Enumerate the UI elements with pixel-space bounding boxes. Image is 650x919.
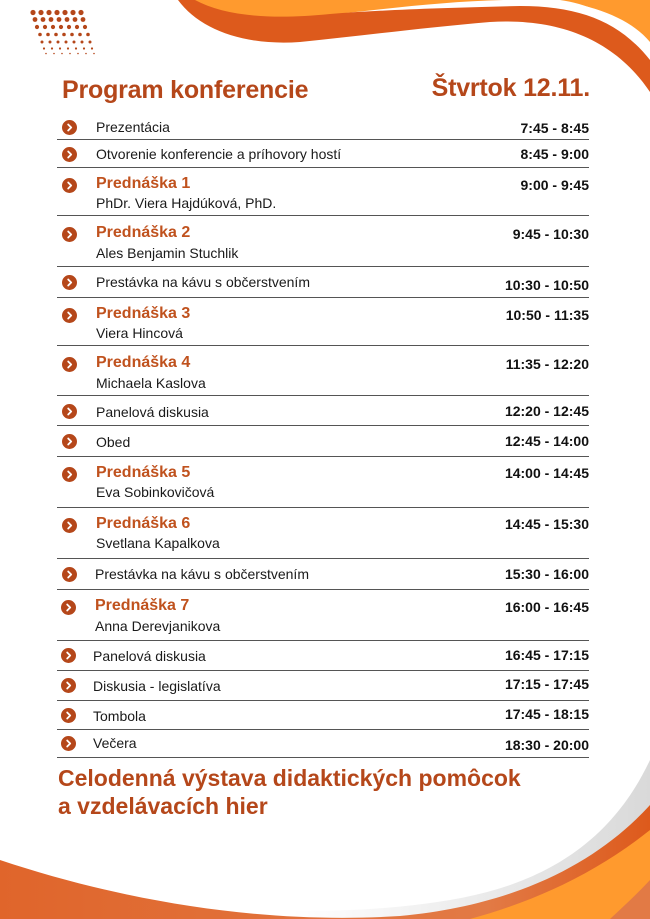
speaker-name: PhDr. Viera Hajdúková, PhD. [96, 195, 277, 211]
schedule-row-lecture [57, 590, 589, 641]
schedule-list [57, 114, 589, 758]
schedule-row [57, 140, 589, 168]
chevron-right-circle-icon [62, 147, 77, 162]
chevron-right-circle-icon [62, 308, 77, 323]
schedule-row [57, 267, 589, 298]
item-label: Prestávka na kávu s občerstvením [96, 274, 310, 290]
schedule-row-lecture [57, 346, 589, 396]
speaker-name: Anna Derevjanikova [95, 618, 221, 634]
chevron-right-circle-icon [62, 518, 77, 533]
chevron-right-circle-icon [62, 120, 77, 135]
chevron-right-circle-icon [61, 708, 76, 723]
date-heading: Štvrtok 12.11. [431, 74, 590, 102]
chevron-right-circle-icon [62, 404, 77, 419]
lecture-title: Prednáška 6 [96, 515, 191, 532]
chevron-right-circle-icon [62, 178, 77, 193]
chevron-right-circle-icon [62, 567, 77, 582]
chevron-right-circle-icon [62, 357, 77, 372]
chevron-right-circle-icon [62, 434, 77, 449]
item-time: 18:30 - 20:00 [504, 737, 589, 753]
schedule-row [57, 114, 589, 140]
chevron-right-circle-icon [62, 227, 77, 242]
item-label: Obed [96, 434, 131, 450]
schedule-row-lecture [57, 216, 589, 267]
chevron-right-circle-icon [61, 736, 76, 751]
item-label: Diskusia - legislatíva [93, 678, 221, 694]
schedule-row [57, 641, 589, 671]
lecture-title: Prednáška 1 [96, 175, 191, 192]
item-time: 12:20 - 12:45 [504, 403, 589, 419]
item-label: Panelová diskusia [96, 404, 209, 420]
schedule-row-lecture [57, 508, 589, 559]
schedule-row [57, 671, 589, 701]
item-time: 10:50 - 11:35 [505, 307, 589, 323]
schedule-row [57, 426, 589, 457]
schedule-row [57, 396, 589, 426]
item-time: 17:15 - 17:45 [504, 676, 589, 692]
chevron-right-circle-icon [61, 678, 76, 693]
item-label: Panelová diskusia [93, 648, 206, 664]
chevron-right-circle-icon [61, 600, 76, 615]
item-label: Večera [93, 735, 137, 751]
lecture-title: Prednáška 3 [96, 305, 191, 322]
schedule-row-lecture [57, 168, 589, 216]
schedule-row [57, 701, 589, 730]
lecture-title: Prednáška 2 [96, 224, 191, 241]
item-time: 9:00 - 9:45 [520, 177, 589, 193]
chevron-right-circle-icon [62, 467, 77, 482]
exhibition-note-line2: a vzdelávacích hier [58, 793, 268, 819]
item-time: 12:45 - 14:00 [504, 433, 589, 449]
speaker-name: Michaela Kaslova [96, 375, 206, 391]
chevron-right-circle-icon [61, 648, 76, 663]
speaker-name: Viera Hincová [96, 325, 183, 341]
item-time: 16:00 - 16:45 [504, 599, 589, 615]
page-title: Program konferencie [62, 76, 309, 104]
schedule-row [57, 559, 589, 590]
item-time: 8:45 - 9:00 [520, 146, 589, 162]
schedule-row [57, 730, 589, 758]
speaker-name: Svetlana Kapalkova [96, 535, 220, 551]
speaker-name: Ales Benjamin Stuchlik [96, 245, 239, 261]
item-label: Tombola [93, 708, 146, 724]
lecture-title: Prednáška 5 [96, 464, 191, 481]
item-time: 16:45 - 17:15 [504, 647, 589, 663]
item-time: 15:30 - 16:00 [504, 566, 589, 582]
item-label: Otvorenie konferencie a príhovory hostí [96, 146, 342, 162]
item-time: 17:45 - 18:15 [504, 706, 589, 722]
exhibition-note [58, 764, 521, 820]
item-time: 10:30 - 10:50 [504, 277, 589, 293]
schedule-row-lecture [57, 457, 589, 508]
item-label: Prestávka na kávu s občerstvením [95, 566, 309, 582]
lecture-title: Prednáška 7 [95, 597, 190, 614]
item-time: 9:45 - 10:30 [512, 226, 589, 242]
exhibition-note-line1: Celodenná výstava didaktických pomôcok [58, 765, 521, 791]
schedule-row-lecture [57, 298, 589, 346]
item-time: 14:45 - 15:30 [504, 516, 589, 532]
item-time: 14:00 - 14:45 [504, 465, 589, 481]
chevron-right-circle-icon [62, 275, 77, 290]
lecture-title: Prednáška 4 [96, 354, 191, 371]
item-time: 7:45 - 8:45 [520, 120, 589, 136]
item-time: 11:35 - 12:20 [505, 356, 589, 372]
speaker-name: Eva Sobinkovičová [96, 484, 215, 500]
item-label: Prezentácia [96, 119, 170, 135]
